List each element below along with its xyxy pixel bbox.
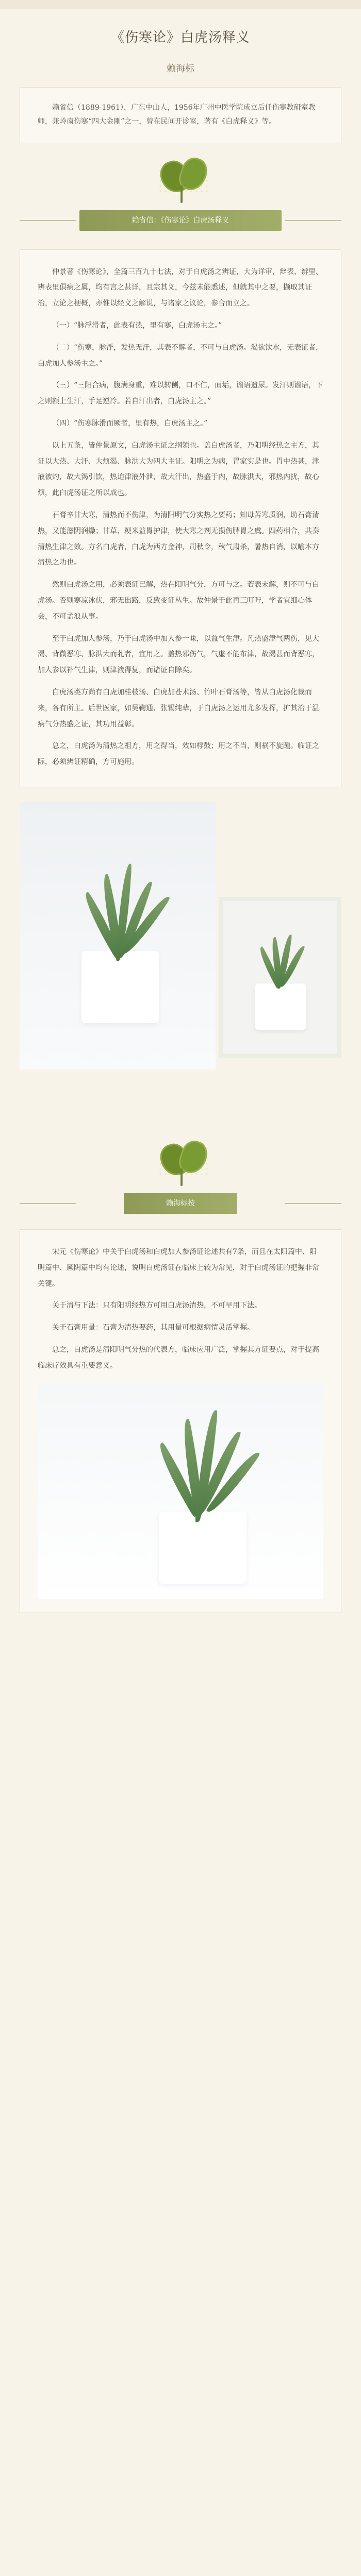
- top-bar: [0, 0, 361, 9]
- paragraph: 关于清与下法：只有阳明经热方可用白虎汤清热，不可早用下法。: [52, 1301, 261, 1310]
- paragraph: 总之，白虎汤是清阳明气分热的代表方，临床应用广泛，掌握其方证要点，对于提高临床疗效具有重要意义。: [38, 1345, 319, 1370]
- paragraph: 关于石膏用量：石膏为清热要药，其用量可根据病情灵活掌握。: [52, 1324, 254, 1332]
- paragraph: （三）“三阳合病，腹满身重，难以转侧，口不仁，面垢，谵语遗尿。发汗则谵语，下之则额上生汗，手足逆冷。若自汗出者，白虎汤主之。”: [38, 381, 323, 406]
- paragraph: 至于白虎加人参汤，乃于白虎汤中加人参一味，以益气生津。凡热盛津气两伤，见大渴、背微恶寒、脉洪大而芤者，宜用之。盖热邪伤气，气虚不能布津，故渴甚而背恶寒，加人参以补气生津，则津液得复，而诸证自除矣。: [38, 634, 319, 675]
- section-banner-1: [20, 148, 341, 246]
- author-name: 赖海标: [167, 63, 194, 74]
- image-row: [20, 802, 341, 1131]
- paragraph: （一）“脉浮滑者，此表有热，里有寒，白虎汤主之。”: [52, 321, 222, 330]
- paragraph: 宋元《伤寒论》中关于白虎汤和白虎加人参汤证论述共有7条，而且在太阳篇中、阳明篇中、厥阴篇中均有论述，说明白虎汤证在临床上较为常见，对于白虎汤证的把握非常关键。: [38, 1247, 319, 1288]
- paragraph: （二）“伤寒，脉浮，发热无汗，其表不解者，不可与白虎汤。渴欲饮水，无表证者，白虎加人参汤主之。”: [38, 343, 323, 368]
- paragraph: 然则白虎汤之用，必须表证已解，热在阳明气分，方可与之。若表未解，则不可与白虎汤。否则寒凉冰伏，邪无出路，反致变证丛生。故仲景于此再三叮咛，学者宜细心体会，不可孟浪从事。: [38, 581, 319, 621]
- paragraph: （四）“伤寒脉滑而厥者，里有热，白虎汤主之。”: [52, 419, 208, 428]
- lotus-leaf-icon: [153, 148, 209, 205]
- commentary-card: [20, 1229, 341, 1614]
- banner-label: 赖省信：《伤寒论》白虎汤释义: [79, 210, 282, 231]
- paragraph: 总之，白虎汤为清热之祖方，用之得当，效如桴鼓；用之不当，则祸不旋踵。临证之际，必须辨证精确，方可施用。: [38, 742, 319, 767]
- section-banner-2: [20, 1131, 341, 1229]
- banner-label: 赖海标按: [124, 1193, 237, 1214]
- plant-photo-right: [219, 897, 341, 1058]
- banner-line-left: [20, 220, 76, 221]
- banner-line-right: [285, 220, 341, 221]
- lotus-leaf-icon: [153, 1131, 209, 1188]
- body-text: [38, 264, 323, 770]
- paragraph: 石膏辛甘大寒，清热而不伤津，为清阳明气分实热之要药；知母苦寒质润，助石膏清热，又能滋阴润燥；甘草、粳米益胃护津，使大寒之剂无损伤脾胃之虞。四药相合，共奏清热生津之效。方名白虎者，白虎为西方金神，司秋令，秋气肃杀，暑热自消，以喻本方清热之功也。: [38, 511, 319, 567]
- body-card: [20, 249, 341, 787]
- paragraph: 白虎汤类方尚有白虎加桂枝汤、白虎加苍术汤、竹叶石膏汤等，皆从白虎汤化裁而来，各有所主。后世医家，如吴鞠通、张锡纯辈，于白虎汤之运用尤多发挥，扩其治于温病气分热盛之证，其功用益彰。: [38, 688, 319, 728]
- paragraph: 以上五条，皆仲景原文，白虎汤主证之纲领也。盖白虎汤者，乃阳明经热之主方，其证以大热、大汗、大烦渴、脉洪大为四大主证。阳明之为病，胃家实是也。胃中热甚，津液被灼，故大渴引饮，热迫津液外泄，故大汗出，热盛于内，故脉洪大，邪热内扰，故心烦，此白虎汤证之所以成也。: [38, 441, 319, 498]
- intro-card: [20, 87, 341, 143]
- article-title: 《伤寒论》白虎汤释义: [110, 30, 250, 45]
- paragraph: 仲景著《伤寒论》，全篇三百九十七法，对于白虎汤之辨证，大为详审，辩表、辨里、辨表里俱病之属，均有言之甚详，且宗其义，今兹未能悉述，但就其中之要，撷取其证治，立论之梗概，亦惟以经文之解说，与诸家之议论，参合而立之。: [38, 267, 323, 308]
- plant-photo-bottom: [38, 1383, 323, 1599]
- intro-text: 赖省信（1889-1961），广东中山人，1956年广州中医学院成立后任伤寒教研室教师，兼岭南伤寒“四大金刚”之一，曾在民间开诊室，著有《白虎释义》等。: [38, 104, 316, 126]
- commentary-text: [38, 1244, 323, 1374]
- plant-photo-left: [20, 802, 216, 1070]
